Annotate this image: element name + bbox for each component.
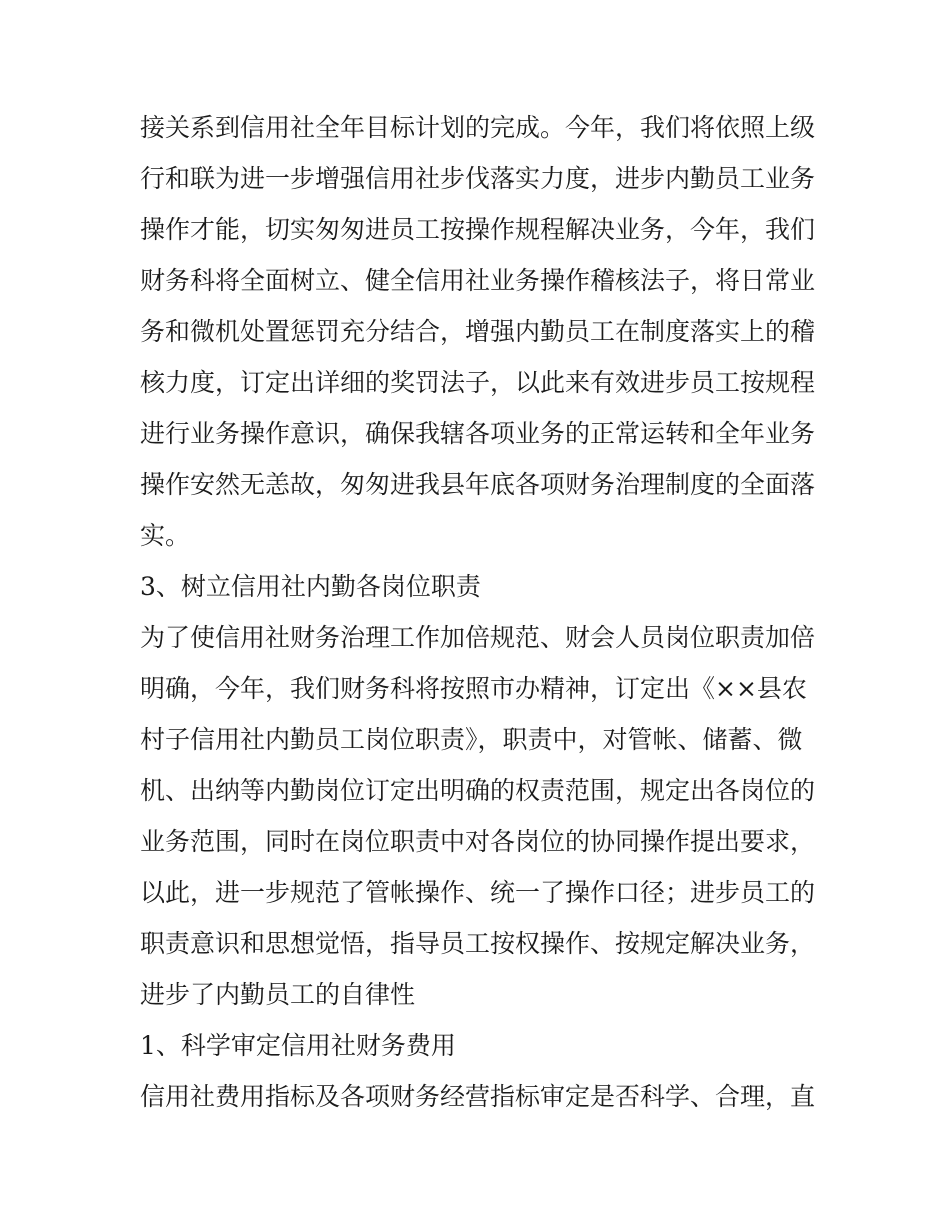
text-line: 接关系到信用社全年目标计划的完成。今年，我们将依照上级: [140, 113, 816, 142]
text-line: 以此，进一步规范了管帐操作、统一了操作口径；进步员工的: [140, 878, 816, 907]
text-line: 信用社费用指标及各项财务经营指标审定是否科学、合理，直: [140, 1082, 816, 1111]
section-heading: 1、科学审定信用社财务费用: [140, 1031, 456, 1060]
section-heading: 3、树立信用社内勤各岗位职责: [140, 572, 481, 601]
text-line: 实。: [140, 521, 191, 550]
text-line: 进行业务操作意识，确保我辖各项业务的正常运转和全年业务: [140, 419, 816, 448]
text-line: 操作安然无恙故，匆匆进我县年底各项财务治理制度的全面落: [140, 470, 816, 499]
text-line: 行和联为进一步增强信用社步伐落实力度，进步内勤员工业务: [140, 164, 816, 193]
text-line: 核力度，订定出详细的奖罚法子，以此来有效进步员工按规程: [140, 368, 816, 397]
text-line: 职责意识和思想觉悟，指导员工按权操作、按规定解决业务，: [140, 929, 816, 958]
text-line: 业务范围，同时在岗位职责中对各岗位的协同操作提出要求，: [140, 827, 816, 856]
text-line: 务和微机处置惩罚充分结合，增强内勤员工在制度落实上的稽: [140, 317, 816, 346]
text-line: 明确，今年，我们财务科将按照市办精神，订定出《××县农: [140, 674, 807, 703]
text-line: 进步了内勤员工的自律性: [140, 980, 416, 1009]
text-line: 为了使信用社财务治理工作加倍规范、财会人员岗位职责加倍: [140, 623, 816, 652]
text-line: 财务科将全面树立、健全信用社业务操作稽核法子，将日常业: [140, 266, 816, 295]
text-line: 机、出纳等内勤岗位订定出明确的权责范围，规定出各岗位的: [140, 776, 816, 805]
text-line: 操作才能，切实匆匆进员工按操作规程解决业务，今年，我们: [140, 215, 816, 244]
text-line: 村子信用社内勤员工岗位职责》，职责中，对管帐、储蓄、微: [140, 725, 803, 754]
